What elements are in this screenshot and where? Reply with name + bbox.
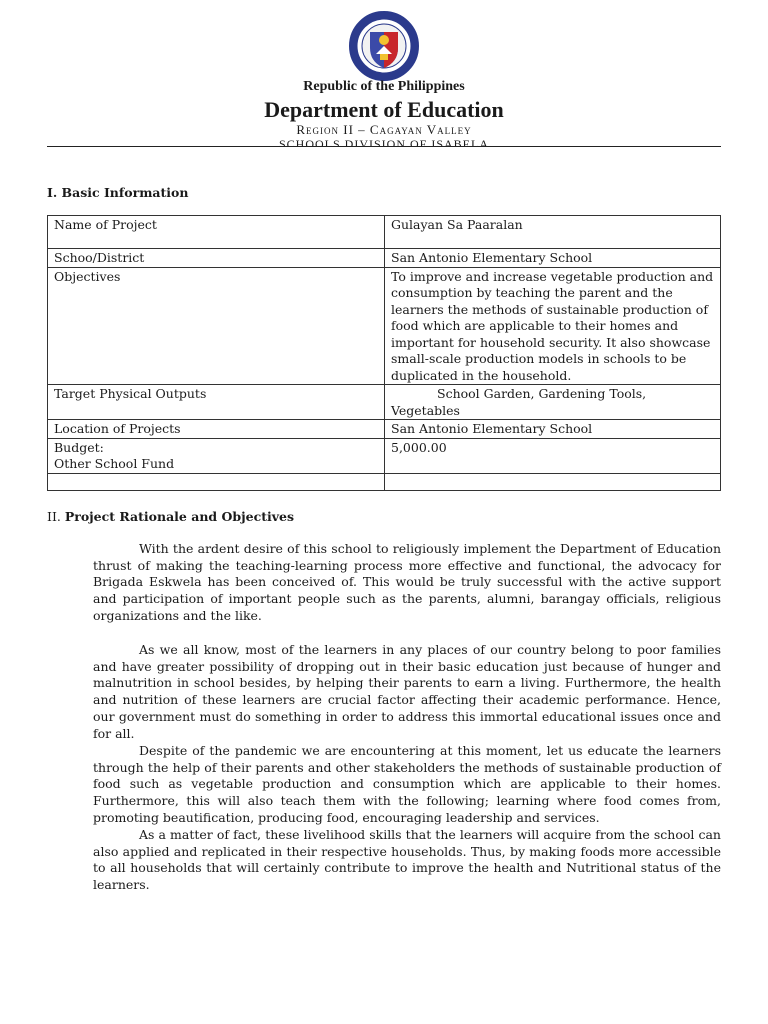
budget-label: Budget: [54,439,104,455]
table-row [48,249,721,268]
table-row [48,438,721,473]
header-republic: Republic of the Philippines [303,79,465,94]
deped-seal-logo [344,10,424,82]
row-label: Target Physical Outputs [48,385,385,420]
paragraph: With the ardent desire of this school to religiously implement the Department of Education thrust of making the teaching-learning process more effective and functional, the advocacy for Brigada Eskwela has been conceived of. This would be truly successful with the active support and participation of important people such as the parents, alumni, barangay officials, religious organizations and the like. [93,541,721,623]
section-rationale-title [47,509,294,524]
row-value: Gulayan Sa Paaralan [385,216,721,249]
budget-source: Other School Fund [54,456,175,471]
paragraph: As we all know, most of the learners in any places of our country belong to poor families and have greater possibility of dropping out in their basic education just because of hunger and malnutrition in school besides, by helping their parents to earn a living. Furthermore, the health and nutrition of these learners are crucial factor affecting their academic performance. Hence, our government must do something in order to address this immortal educational issues once and for all. [93,642,721,741]
row-label: Objectives [48,267,385,385]
table-row [48,473,721,490]
basic-info-table [47,215,721,491]
row-value: San Antonio Elementary School [385,249,721,268]
header-department: Department of Education [264,97,504,122]
header-division: SCHOOLS DIVISION OF ISABELA [278,137,489,147]
section-number: II. [47,509,65,524]
row-label [48,473,385,490]
table-row [48,216,721,249]
row-label [48,438,385,473]
section-basic-info-title: I. Basic Information [47,185,189,200]
paragraph: Despite of the pandemic we are encountering at this moment, let us educate the learners through the help of their parents and other stakeholders the methods of sustainable production of food such as vegetable production and consumption which are applicable to their homes. Furthermore, this will also teach them with the following; learning where food comes from, promoting beautification, producing food, encouraging leadership and services. [93,743,721,825]
table-row [48,385,721,420]
row-value [385,473,721,490]
table-row [48,267,721,385]
header-region: Region II – Cagayan Valley [296,122,472,137]
row-value [385,385,721,420]
row-value: San Antonio Elementary School [385,420,721,439]
row-value: 5,000.00 [385,438,721,473]
table-row [48,420,721,439]
row-value-text: School Garden, Gardening Tools, Vegetables [391,386,647,418]
section-title-text: Project Rationale and Objectives [64,509,295,524]
header-divider [47,146,721,147]
row-value: To improve and increase vegetable production and consumption by teaching the parent and the learners the methods of sustainable production of food which are applicable to their homes and important for household security. It also showcase small-scale production models in schools to be duplicated in the household. [385,267,721,385]
paragraph: As a matter of fact, these livelihood skills that the learners will acquire from the school can also applied and replicated in their respective households. Thus, by making foods more accessible to all households that will certainly contribute to improve the health and Nutritional status of the learners. [93,827,721,893]
row-label: Location of Projects [48,420,385,439]
row-label: Schoo/District [48,249,385,268]
row-label: Name of Project [48,216,385,249]
